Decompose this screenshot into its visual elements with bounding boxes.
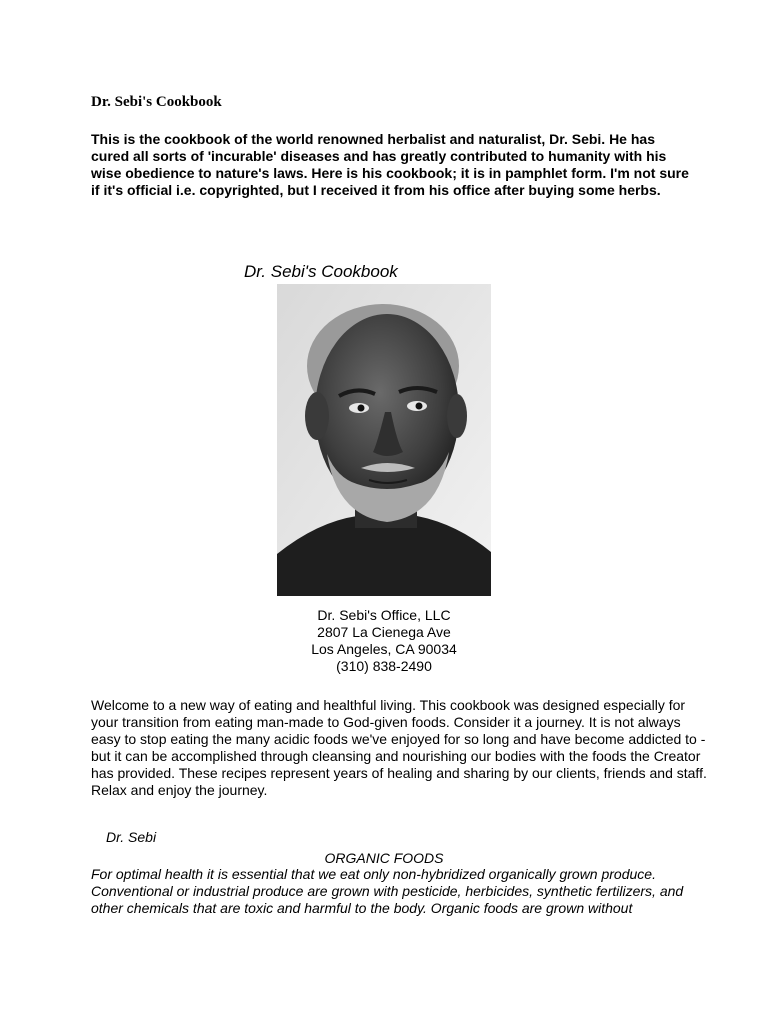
address-line-city: Los Angeles, CA 90034 bbox=[311, 641, 457, 657]
address-line-phone: (310) 838-2490 bbox=[336, 658, 432, 674]
right-pupil bbox=[416, 403, 423, 410]
cookbook-title: Dr. Sebi's Cookbook bbox=[244, 262, 398, 281]
signature: Dr. Sebi bbox=[106, 829, 157, 845]
section-title: ORGANIC FOODS bbox=[324, 850, 444, 866]
left-pupil bbox=[358, 405, 365, 412]
portrait-photo bbox=[277, 284, 491, 596]
organic-foods-paragraph: For optimal health it is essential that we eat only non-hybridized organically grown produce. Conventional or industrial produce are grown with pesticide, herbicides, synthetic fertilizers, and other chemicals that are toxic and harmful to the body. Organic foods are grown without bbox=[91, 866, 684, 916]
welcome-paragraph: Welcome to a new way of eating and healthful living. This cookbook was designed especially for your transition from eating man-made to God-given foods. Consider it a journey. It is not always easy to stop eating the many acidic foods we've enjoyed for so long and have become addicted to - but it can be accomplished through cleansing and nourishing our bodies with the foods the Creator has provided. These recipes represent years of healing and sharing by our clients, friends and staff. bbox=[91, 697, 707, 781]
office-address bbox=[284, 607, 484, 675]
welcome-closing: Relax and enjoy the journey. bbox=[91, 782, 268, 798]
right-ear bbox=[447, 394, 467, 438]
intro-paragraph: This is the cookbook of the world renowned herbalist and naturalist, Dr. Sebi. He has cured all sorts of 'incurable' diseases and has greatly contributed to humanity with his wise obedience to nature's laws. Here is his cookbook; it is in pamphlet form. I'm not sure if it's official i.e. copyrighted, but I received it from his office after buying some herbs. bbox=[91, 131, 689, 198]
address-line-office: Dr. Sebi's Office, LLC bbox=[317, 607, 451, 623]
page-heading: Dr. Sebi's Cookbook bbox=[91, 94, 222, 110]
left-ear bbox=[305, 392, 329, 440]
welcome-section bbox=[91, 697, 711, 799]
address-line-street: 2807 La Cienega Ave bbox=[317, 624, 451, 640]
